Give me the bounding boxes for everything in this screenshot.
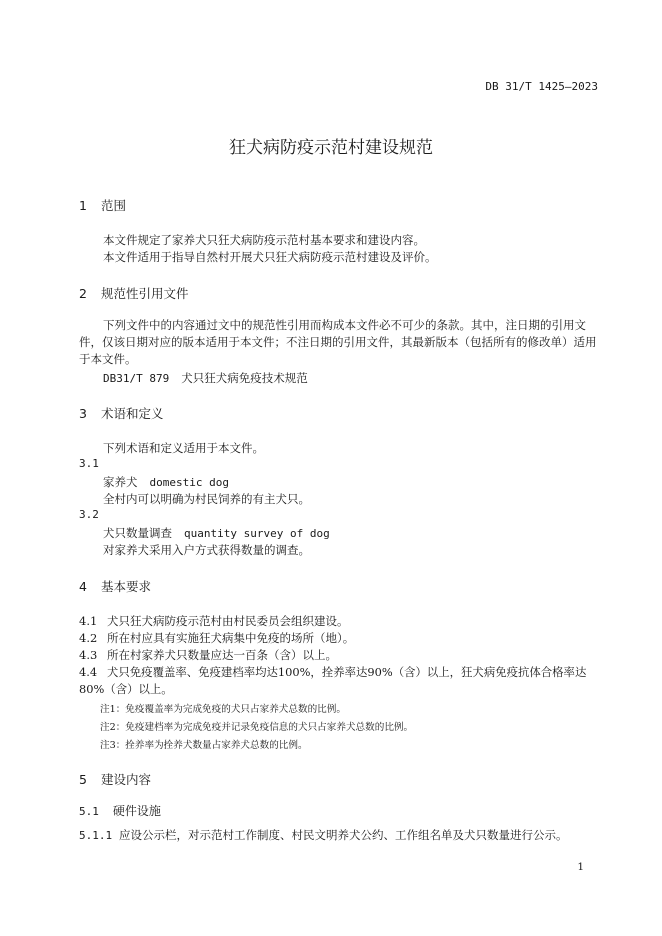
section-number: 2: [79, 286, 87, 301]
term-number: 3.2: [79, 508, 99, 521]
term-english: quantity survey of dog: [184, 527, 330, 540]
section-2-paragraph: 下列文件中的内容通过文中的规范性引用而构成本文件必不可少的条款。其中，注日期的引用文件，仅该日期对应的版本适用于本文件；不注日期的引用文件，其最新版本（包括所有的修改单）适用于本文件。: [79, 318, 597, 366]
section-2-heading: [79, 284, 188, 302]
note: 注3：拴养率为拴养犬数量占家养犬总数的比例。: [100, 740, 308, 751]
term-chinese: 犬只数量调查: [103, 526, 172, 540]
item-number: 4.2: [79, 631, 98, 645]
normative-reference: [103, 370, 308, 386]
item-text: 犬只免疫覆盖率、免疫建档率均达100%，拴养率达90%（含）以上，狂犬病免疫抗体合格率达80%（含）以上。: [79, 665, 587, 696]
section-title: 规范性引用文件: [100, 286, 189, 301]
subsection-number: 5.1: [79, 805, 99, 818]
term-heading: [103, 474, 229, 490]
item-number: 4.4: [79, 665, 98, 679]
term-definition: 对家养犬采用入户方式获得数量的调查。: [103, 543, 310, 557]
page-number: 1: [577, 861, 584, 873]
section-1-heading: [79, 196, 126, 214]
section-number: 5: [79, 772, 87, 787]
section-number: 1: [79, 198, 87, 213]
section-title: 基本要求: [100, 579, 151, 594]
item-text: 所在村应具有实施狂犬病集中免疫的场所（地）。: [107, 631, 355, 645]
section-number: 4: [79, 579, 87, 594]
subsection-heading: [79, 802, 161, 819]
term-heading: [103, 525, 330, 541]
document-code: DB 31/T 1425—2023: [485, 80, 598, 93]
section-1-paragraph-1: 本文件规定了家养犬只狂犬病防疫示范村基本要求和建设内容。: [103, 233, 425, 247]
section-5-heading: [79, 770, 151, 788]
document-title: 狂犬病防疫示范村建设规范: [229, 138, 433, 158]
requirement-item: [79, 613, 349, 629]
term-english: domestic dog: [149, 476, 229, 489]
section-number: 3: [79, 406, 87, 421]
requirement-item: [79, 664, 599, 698]
term-chinese: 家养犬: [103, 475, 138, 489]
section-title: 范围: [100, 198, 126, 213]
reference-code: DB31/T 879: [103, 372, 170, 385]
requirement-item: [79, 647, 337, 663]
item-text: 所在村家养犬只数量应达一百条（含）以上。: [107, 648, 337, 662]
section-title: 建设内容: [100, 772, 151, 787]
item-number: 5.1.1: [79, 829, 113, 842]
section-3-intro: 下列术语和定义适用于本文件。: [103, 441, 264, 455]
section-4-heading: [79, 577, 151, 595]
subsection-item: [79, 827, 568, 843]
term-definition: 全村内可以明确为村民饲养的有主犬只。: [103, 492, 310, 506]
term-number: 3.1: [79, 457, 99, 470]
section-title: 术语和定义: [100, 406, 164, 421]
item-number: 4.3: [79, 648, 98, 662]
requirement-item: [79, 630, 354, 646]
note: 注2：免疫建档率为完成免疫并记录免疫信息的犬只占家养犬总数的比例。: [100, 722, 414, 733]
subsection-title: 硬件设施: [112, 804, 161, 818]
section-3-heading: [79, 404, 163, 422]
section-1-paragraph-2: 本文件适用于指导自然村开展犬只狂犬病防疫示范村建设及评价。: [103, 250, 437, 264]
item-text: 犬只狂犬病防疫示范村由村民委员会组织建设。: [107, 614, 349, 628]
item-text: 应设公示栏，对示范村工作制度、村民文明养犬公约、工作组名单及犬只数量进行公示。: [119, 828, 568, 842]
note: 注1：免疫覆盖率为完成免疫的犬只占家养犬总数的比例。: [100, 704, 346, 715]
item-number: 4.1: [79, 614, 98, 628]
reference-title: 犬只狂犬病免疫技术规范: [181, 371, 308, 385]
